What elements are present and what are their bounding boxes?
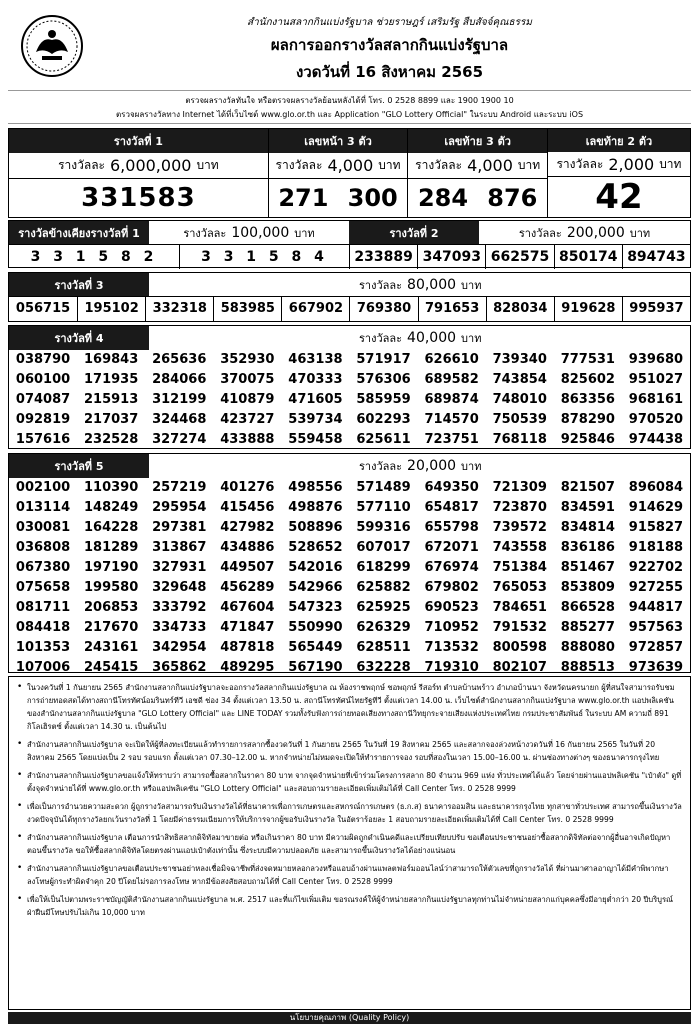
prize5-number: 739572 [492,520,547,535]
prize4-number: 768118 [492,432,547,447]
prize4-number: 968161 [628,392,684,407]
front3-number: 271 [278,184,329,212]
prize5-number: 217670 [84,620,139,635]
prize5-number: 471847 [220,620,275,635]
prize3-number: 056715 [15,301,71,316]
prize5-number: 972857 [628,640,684,655]
prize3-number: 995937 [622,297,690,321]
quality-policy-footer: นโยบายคุณภาพ (Quality Policy) [8,1012,691,1024]
prize3-number: 769380 [349,297,417,321]
page-title: ผลการออกรางวัลสลากกินแบ่งรัฐบาล [270,36,509,54]
prize5-number: 297381 [152,520,207,535]
prize4-number: 559458 [288,432,343,447]
last3-title: เลขท้าย 3 ตัว [408,129,547,153]
prize3-number: 791653 [418,297,486,321]
prize4-number: 092819 [15,412,71,427]
prize1-amount [9,153,268,179]
amount-value: 20,000 [407,458,457,474]
amount-suffix: บาท [378,158,401,172]
prize5-number: 075658 [15,580,71,595]
prize5-number: 181289 [84,540,139,555]
prize4-number: 038790 [15,352,71,367]
amount-prefix: รางวัลละ [415,158,463,172]
prize4-number: 689582 [424,372,479,387]
prize4-number: 750539 [492,412,547,427]
front3-number: 300 [347,184,398,212]
prize5-number: 719310 [424,660,479,675]
prize5-number: 599316 [356,520,411,535]
prize5-number: 853809 [560,580,615,595]
prize5-title: รางวัลที่ 5 [9,454,149,478]
prize4-number: 939680 [628,352,684,367]
prize5-number: 751384 [492,560,547,575]
prize5-number: 915827 [628,520,684,535]
prize5-number: 101353 [15,640,71,655]
prize4-number: 571917 [356,352,411,367]
prize4-number: 060100 [15,372,71,387]
prize5-number: 036808 [15,540,71,555]
prize4-number: 925846 [560,432,615,447]
prize4-number: 539734 [288,412,343,427]
prize5-number: 508896 [288,520,343,535]
near-first-number: 3 3 1 5 8 4 [179,245,349,269]
prize5-number: 427982 [220,520,275,535]
amount-prefix: รางวัลละ [359,460,403,473]
amount-suffix: บาท [196,158,219,172]
prize4-number: 217037 [84,412,139,427]
draw-date: งวดวันที่ 16 สิงหาคม 2565 [295,63,484,81]
amount-prefix: รางวัลละ [275,158,323,172]
announcement-item: • สำนักงานสลากกินแบ่งรัฐบาลขอแจ้งให้ทราบว่า สามารถซื้อสลากในราคา 80 บาท จากจุดจำหน่ายที่เข้าร่วมโครงการสลาก 80 จำนวน 969 แห่ง ทั่วประเทศได้แล้ว โดยจ่ายผ่านแอปพลิเคชัน "เป๋าตัง" ดูที่ตั้งจุดจำหน่ายได้ที่ www.glo.or.th หรือแอปพลิเคชัน "GLO Lottery Official" และสอบถามรายละเอียดเพิ่มเติมได้ที่ Call Center โทร. 0 2528 9999 [17,769,682,795]
check-results-info [8,90,691,124]
prize5-number: 713532 [424,640,479,655]
prize5-number: 721309 [492,480,547,495]
prize5-number: 547323 [288,600,343,615]
prize5-number: 199580 [84,580,139,595]
prize5-block [8,453,691,673]
prize4-number: 714570 [424,412,479,427]
prize5-number: 498876 [288,500,343,515]
prize1-title: รางวัลที่ 1 [9,129,268,153]
prize5-number: 896084 [628,480,684,495]
prize4-number: 970520 [628,412,684,427]
prize5-number: 690523 [424,600,479,615]
prize4-number: 370075 [220,372,275,387]
front3-amount [269,153,408,179]
prize4-amount [149,326,690,350]
prize5-number: 922702 [628,560,684,575]
announcement-item: • สำนักงานสลากกินแบ่งรัฐบาล จะเปิดให้ผู้ที่ลงทะเบียนแล้วทำรายการสลากซื้องวดวันที่ 1 กันยายน 2565 ในวันที่ 19 สิงหาคม 2565 และสลากจองล่วงหน้างวดวันที่ 16 กันยายน 2565 ในวันที่ 20 สิงหาคม 2565 โดยแบ่งเป็น 2 รอบ รอบแรก ตั้งแต่เวลา 07.30–12.00 น. หากจำหน่ายไม่หมดจะเปิดให้ทำรายการจอง รอบที่สองในเวลา 15.00–16.00 น. ผ่านช่องทางต่างๆ ของธนาคารกรุงไทย [17,738,682,764]
amount-value: 4,000 [467,156,513,175]
prize5-number: 607017 [356,540,411,555]
prize5-number: 456289 [220,580,275,595]
prize4-number: 471605 [288,392,343,407]
amount-prefix: รางวัลละ [58,158,105,172]
prize5-number: 415456 [220,500,275,515]
prize5-number: 164228 [84,520,139,535]
prize5-number: 542016 [288,560,343,575]
prize4-number: 352930 [220,352,275,367]
amount-suffix: บาท [294,226,315,240]
prize5-number: 489295 [220,660,275,675]
amount-prefix: รางวัลละ [183,226,227,240]
prize5-number: 571489 [356,480,411,495]
prize1-column [9,129,268,217]
near-first-amount [149,221,349,244]
prize5-number: 498556 [288,480,343,495]
prize5-number: 836186 [560,540,615,555]
prize4-number: 974438 [628,432,684,447]
prize4-number: 171935 [84,372,139,387]
prize5-number: 542966 [288,580,343,595]
amount-suffix: บาท [517,158,541,172]
prize5-amount [149,454,690,478]
near-first-title: รางวัลข้างเคียงรางวัลที่ 1 [9,221,149,244]
prize2-title: รางวัลที่ 2 [349,221,479,244]
prize5-number: 628511 [356,640,411,655]
prize5-number: 723870 [492,500,547,515]
prize5-number: 672071 [424,540,479,555]
prize5-number: 329648 [152,580,207,595]
last3-column [407,129,547,217]
prize4-number: 410879 [220,392,275,407]
prize5-number: 449507 [220,560,275,575]
prize5-number: 084418 [15,620,71,635]
announcement-item: • เพื่อให้เป็นไปตามพระราชบัญญัติสำนักงานสลากกินแบ่งรัฐบาล พ.ศ. 2517 และที่แก้ไขเพิ่มเติม ขอรณรงค์ให้ผู้จำหน่ายสลากกินแบ่งรัฐบาลทุกท่านไม่จำหน่ายสลากแก่บุคคลซึ่งมีอายุต่ำกว่า 20 ปีบริบูรณ์ ฝ่าฝืนมีโทษปรับไม่เกิน 10,000 บาท [17,893,682,919]
prize5-number: 765053 [492,580,547,595]
info-line-internet: ตรวจผลรางวัลทาง Internet ได้ที่เว็บไซต์ www.glo.or.th และ Application "GLO Lottery Official" ในระบบ Android และระบบ iOS [115,110,584,119]
prize5-number: 206853 [84,600,139,615]
amount-suffix: บาท [461,460,482,473]
prize4-number: 284066 [152,372,207,387]
amount-value: 200,000 [566,224,625,241]
prize5-number: 618299 [356,560,411,575]
prize5-number: 067380 [15,560,71,575]
amount-value: 2,000 [608,154,655,174]
amount-value: 100,000 [231,224,290,241]
prize4-number: 863356 [560,392,615,407]
prize5-number: 625882 [356,580,411,595]
near-first-number: 3 3 1 5 8 2 [30,249,158,265]
prize5-number: 888513 [560,660,615,675]
prize5-number: 342954 [152,640,207,655]
prize5-number: 676974 [424,560,479,575]
prize4-number: 689874 [424,392,479,407]
prize5-number: 107006 [15,660,71,675]
prize5-number: 467604 [220,600,275,615]
amount-value: 80,000 [407,276,457,293]
prize4-number: 743854 [492,372,547,387]
prize5-number: 625925 [356,600,411,615]
prize2-number: 233889 [349,245,417,269]
last2-amount [548,152,690,177]
prize4-numbers [9,350,690,450]
prize4-number: 878290 [560,412,615,427]
amount-value: 4,000 [327,156,374,175]
prize5-number: 245415 [84,660,139,675]
prize5-number: 577110 [356,500,411,515]
prize5-number: 914629 [628,500,684,515]
prize5-number: 110390 [84,480,139,495]
prize4-number: 951027 [628,372,684,387]
prize4-number: 312199 [152,392,207,407]
amount-prefix: รางวัลละ [359,332,403,345]
prize5-number: 565449 [288,640,343,655]
prize5-number: 821507 [560,480,615,495]
prize4-number: 470333 [288,372,343,387]
prize4-number: 739340 [492,352,547,367]
prize1-number: 331583 [81,183,196,213]
amount-prefix: รางวัลละ [359,278,403,292]
prize5-numbers [9,478,690,678]
prize5-number: 334733 [152,620,207,635]
prize5-number: 791532 [492,620,547,635]
prize5-number: 800598 [492,640,547,655]
prize5-number: 626329 [356,620,411,635]
prize5-number: 654817 [424,500,479,515]
prize5-number: 973639 [628,660,684,675]
prize5-number: 243161 [84,640,139,655]
prize4-number: 265636 [152,352,207,367]
prize3-number: 919628 [554,297,622,321]
prize4-number: 625611 [356,432,411,447]
amount-value: 6,000,000 [110,156,192,175]
prize4-number: 825602 [560,372,615,387]
prize3-number: 332318 [145,297,213,321]
prize3-number: 667902 [281,297,349,321]
near-first-and-prize2-block [8,220,691,268]
prize5-number: 918188 [628,540,684,555]
prize4-number: 585959 [356,392,411,407]
prize4-title: รางวัลที่ 4 [9,326,149,350]
prize5-number: 487818 [220,640,275,655]
announcement-item: • เพื่อเป็นการอำนวยความสะดวก ผู้ถูกรางวัลสามารถรับเงินรางวัลได้ที่ธนาคารเพื่อการเกษตรและสหกรณ์การเกษตร (ธ.ก.ส) ธนาคารออมสิน และธนาคารกรุงไทย ทุกสาขาทั่วประเทศ สามารถขึ้นเงินรางวัลงวดปัจจุบันได้ทุกรางวัลยกเว้นรางวัลที่ 1 โดยมีค่าธรรมเนียมการให้บริการจากผู้ขอรับเงินรางวัล ในอัตราร้อยละ 1 สอบถามรายละเอียดเพิ่มเติมได้ที่ Call Center โทร. 0 2528 9999 [17,800,682,826]
amount-suffix: บาท [629,226,651,240]
last3-number: 284 [417,184,469,212]
prize5-number: 333792 [152,600,207,615]
prize5-number: 888080 [560,640,615,655]
prize3-amount [149,273,690,296]
prize2-number: 662575 [485,245,553,269]
prize5-number: 148249 [84,500,139,515]
prize5-number: 327931 [152,560,207,575]
prize5-number: 834591 [560,500,615,515]
prize4-number: 602293 [356,412,411,427]
prize5-number: 649350 [424,480,479,495]
prize4-number: 215913 [84,392,139,407]
announcement-item: • สำนักงานสลากกินแบ่งรัฐบาล เตือนการนำสิทธิสลากดิจิทัลมาขายต่อ หรือเกินราคา 80 บาท มีความผิดถูกดำเนินคดีและเปรียบเทียบปรับ ขอเตือนประชาชนอย่าซื้อสลากดิจิทัลต่อจากผู้อื่นอาจเกิดปัญหาตอนขึ้นรางวัล ขอให้ซื้อสลากดิจิทัลโดยตรงผ่านแอปเป๋าตังเท่านั้น ซึ่งระบบมีความปลอดภัย และสามารถขึ้นเงินรางวัลได้อย่างแน่นอน [17,831,682,857]
prize4-number: 157616 [15,432,71,447]
prize3-number: 583985 [213,297,281,321]
prize5-number: 567190 [288,660,343,675]
prize4-number: 074087 [15,392,71,407]
front3-column [268,129,408,217]
prize3-block [8,272,691,322]
prize3-number: 195102 [77,297,145,321]
prize4-number: 576306 [356,372,411,387]
prize4-number: 423727 [220,412,275,427]
last2-column [547,129,690,217]
prize5-number: 295954 [152,500,207,515]
prize5-number: 401276 [220,480,275,495]
prize2-number: 850174 [554,245,622,269]
prize5-number: 655798 [424,520,479,535]
prize4-number: 433888 [220,432,275,447]
prize5-number: 743558 [492,540,547,555]
announcement-item: • ในวงควันที่ 1 กันยายน 2565 สำนักงานสลากกินแบ่งรัฐบาลจะออกรางวัลสลากกินแบ่งรัฐบาล ณ ห้องราชพฤกษ์ ชอพฤกษ์ รีสอร์ท ตำบลบ้านพร้าว อำเภอบ้านนา จังหวัดนครนายก ผู้ที่สนใจสามารถรับชมการถ่ายทอดสดได้ทางสถานีโทรทัศน์อมรินทร์ทีวี เอชดี ช่อง 34 ตั้งแต่เวลา 13.50 น. สถานีโทรทัศน์ไทยรัฐทีวี ตั้งแต่เวลา 14.00 น. เว็บไซต์สำนักงานสลากกินแบ่งรัฐบาล www.glo.or.th แอปพลิเคชันของสำนักงานสลากกินแบ่งรัฐบาล "GLO Lottery Official" และ LINE TODAY รวมทั้งรับฟังการถ่ายทอดเสียงทางสถานีวิทยุกระจายเสียงแห่งประเทศไทย กรมประชาสัมพันธ์ ในระบบ AM ความถี่ 891 กิโลเฮิรตซ์ ตั้งแต่เวลา 14.30 น. เป็นต้นไป [17,681,682,733]
prize5-number: 081711 [15,600,71,615]
prize3-numbers [9,297,690,321]
info-line-phone: ตรวจผลรางวัลทันใจ หรือตรวจผลรางวัลย้อนหลังได้ที่ โทร. 0 2528 8899 และ 1900 1900 10 [185,96,514,105]
prize2-number: 894743 [622,245,690,269]
prize3-title: รางวัลที่ 3 [9,273,149,296]
agency-line: สำนักงานสลากกินแบ่งรัฐบาล ช่วยราษฎร์ เสริมรัฐ สืบสัจจ์คุณธรรม [247,17,532,28]
prize5-number: 013114 [15,500,71,515]
prize5-number: 957563 [628,620,684,635]
prize5-number: 834814 [560,520,615,535]
prize4-number: 169843 [84,352,139,367]
prize5-number: 365862 [152,660,207,675]
prize5-number: 030081 [15,520,71,535]
prize5-number: 528652 [288,540,343,555]
prize5-number: 197190 [84,560,139,575]
prize5-number: 632228 [356,660,411,675]
last2-number: 42 [595,177,643,217]
prize5-number: 257219 [152,480,207,495]
amount-value: 40,000 [407,330,457,346]
prize4-number: 324468 [152,412,207,427]
prize5-number: 944817 [628,600,684,615]
amount-suffix: บาท [461,332,482,345]
last3-amount [408,153,547,179]
prize5-number: 679802 [424,580,479,595]
last3-number: 876 [487,184,538,212]
prize5-number: 866528 [560,600,615,615]
amount-suffix: บาท [659,156,682,171]
prize5-number: 784651 [492,600,547,615]
prize5-number: 710952 [424,620,479,635]
prize4-number: 463138 [288,352,343,367]
prize5-number: 434886 [220,540,275,555]
prize5-number: 002100 [15,480,71,495]
glo-emblem-logo [20,14,84,78]
prize4-number: 777531 [560,352,615,367]
prize5-number: 885277 [560,620,615,635]
prize4-number: 626610 [424,352,479,367]
amount-prefix: รางวัลละ [518,226,562,240]
prize4-number: 723751 [424,432,479,447]
prize3-number: 828034 [486,297,554,321]
prize5-number: 802107 [492,660,547,675]
prize4-number: 232528 [84,432,139,447]
prize5-number: 927255 [628,580,684,595]
amount-suffix: บาท [461,278,482,292]
prize5-number: 313867 [152,540,207,555]
prize4-number: 327274 [152,432,207,447]
prize5-number: 550990 [288,620,343,635]
top-prizes-block [8,128,691,218]
last2-title: เลขท้าย 2 ตัว [548,129,690,152]
front3-title: เลขหน้า 3 ตัว [269,129,408,153]
prize2-number: 347093 [417,245,485,269]
header [0,0,699,90]
prize5-number: 851467 [560,560,615,575]
prize4-block [8,325,691,449]
announcement-item: • สำนักงานสลากกินแบ่งรัฐบาลขอเตือนประชาชนอย่าหลงเชื่อมิจฉาชีพที่ส่งจดหมายหลอกลวงหรือแอบอ้างผ่านแพลตฟอร์มออนไลน์ว่าสามารถให้ตัวเลขที่ถูกรางวัลได้ ที่ผ่านมาศาลอาญาได้มีคำพิพากษาลงโทษผู้กระทำผิดจำคุก 20 ปีโดยไม่รอการลงโทษ หากมีข้อสงสัยสอบถามได้ที่ Call Center โทร. 0 2528 9999 [17,862,682,888]
announcements [8,676,691,1010]
prize4-number: 748010 [492,392,547,407]
prize2-amount [479,221,690,244]
amount-prefix: รางวัลละ [556,156,604,171]
